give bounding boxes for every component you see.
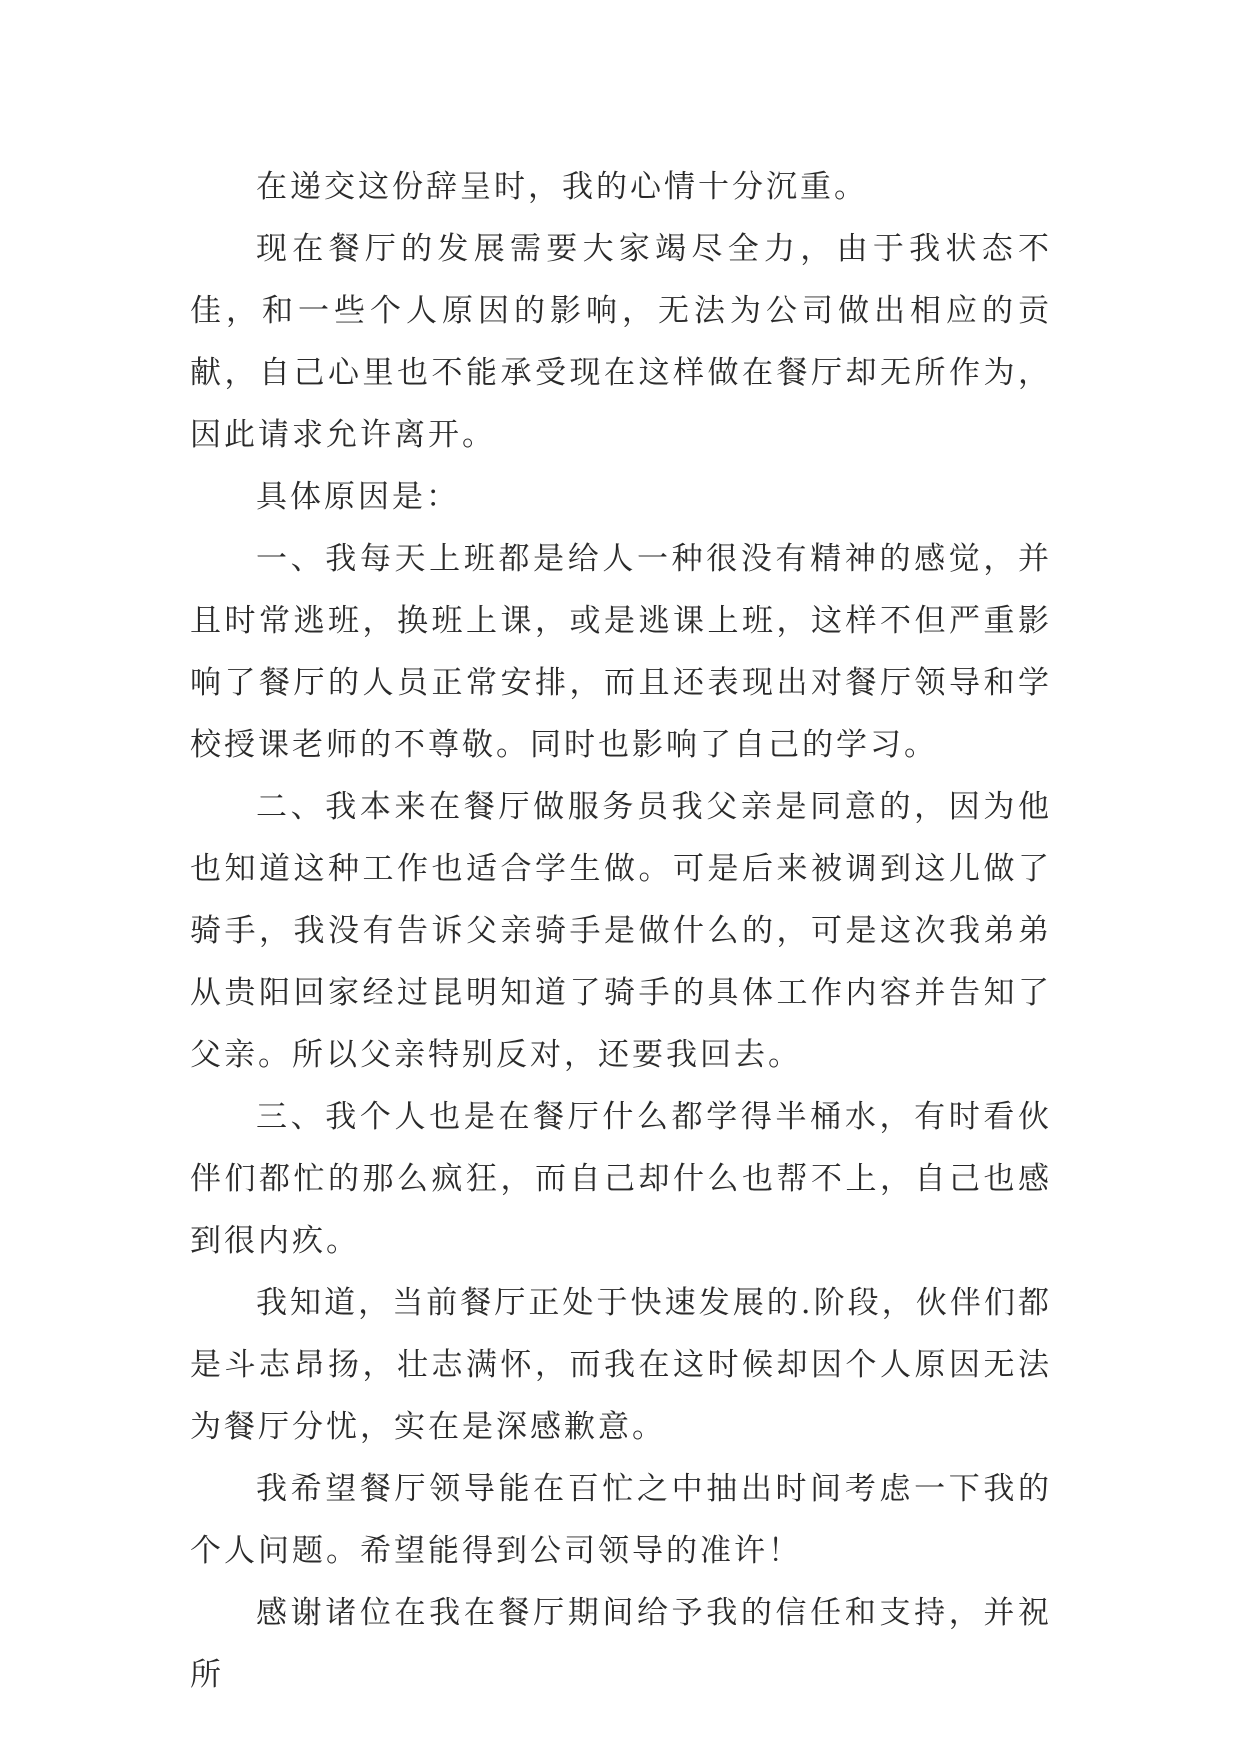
paragraph: 现在餐厅的发展需要大家竭尽全力，由于我状态不佳，和一些个人原因的影响，无法为公司做出相应的贡献，自己心里也不能承受现在这样做在餐厅却无所作为，因此请求允许离开。 xyxy=(190,231,1052,453)
paragraph: 三、我个人也是在餐厅什么都学得半桶水，有时看伙伴们都忙的那么疯狂，而自己却什么也帮不上，自己也感到很内疚。 xyxy=(190,1099,1052,1259)
paragraph: 二、我本来在餐厅做服务员我父亲是同意的，因为他也知道这种工作也适合学生做。可是后来被调到这儿做了骑手，我没有告诉父亲骑手是做什么的，可是这次我弟弟从贵阳回家经过昆明知道了骑手的具体工作内容并告知了父亲。所以父亲特别反对，还要我回去。 xyxy=(190,789,1052,1073)
paragraph: 具体原因是： xyxy=(256,479,460,515)
paragraph: 我知道，当前餐厅正处于快速发展的.阶段，伙伴们都是斗志昂扬，壮志满怀，而我在这时候却因个人原因无法为餐厅分忧，实在是深感歉意。 xyxy=(190,1285,1052,1445)
paragraph: 感谢诸位在我在餐厅期间给予我的信任和支持，并祝所 xyxy=(190,1595,1052,1693)
paragraph: 我希望餐厅领导能在百忙之中抽出时间考虑一下我的个人问题。希望能得到公司领导的准许！ xyxy=(190,1471,1052,1569)
document-body xyxy=(190,156,1052,1706)
paragraph: 一、我每天上班都是给人一种很没有精神的感觉，并且时常逃班，换班上课，或是逃课上班，这样不但严重影响了餐厅的人员正常安排，而且还表现出对餐厅领导和学校授课老师的不尊敬。同时也影响了自己的学习。 xyxy=(190,541,1052,763)
paragraph: 在递交这份辞呈时，我的心情十分沉重。 xyxy=(256,169,868,205)
